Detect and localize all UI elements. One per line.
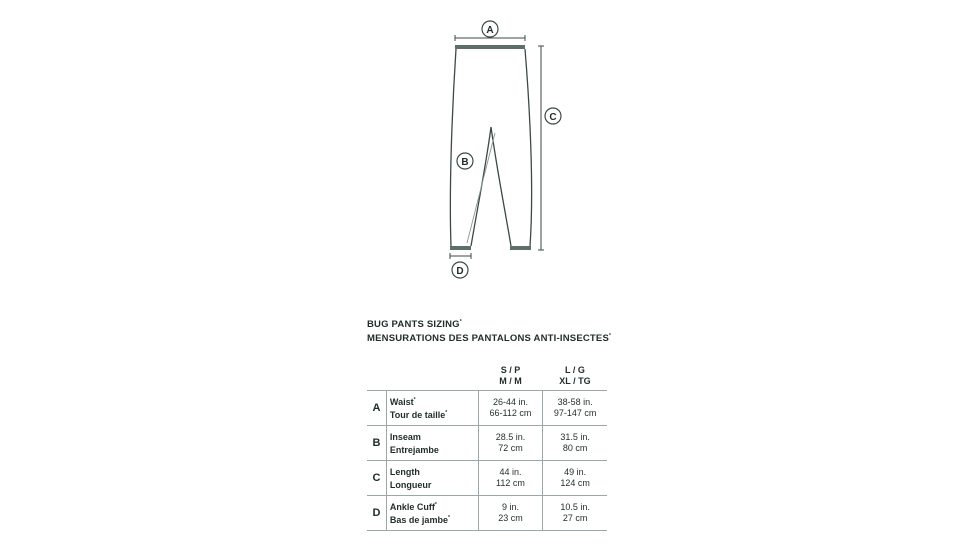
table-row — [367, 426, 607, 461]
title-french: MENSURATIONS DES PANTALONS ANTI-INSECTES* — [367, 333, 612, 345]
label-c: C — [549, 112, 557, 123]
table-row — [367, 461, 607, 496]
value-sp: 44 in. 112 cm — [478, 461, 543, 496]
row-letter: C — [367, 461, 386, 496]
waistband — [455, 45, 525, 49]
value-sp: 26-44 in. 66-112 cm — [478, 391, 543, 426]
row-letter: B — [367, 426, 386, 461]
value-lg: 38-58 in. 97-147 cm — [543, 391, 607, 426]
label-b: B — [461, 157, 469, 168]
value-lg: 49 in. 124 cm — [543, 461, 607, 496]
label-d: D — [456, 266, 464, 277]
row-label: Ankle Cuff* Bas de jambe* — [386, 496, 478, 531]
row-label: Waist* Tour de taille* — [386, 391, 478, 426]
table-header-row — [367, 362, 607, 391]
left-ankle-cuff — [450, 246, 471, 250]
column-header-lg: L / G XL / TG — [559, 365, 591, 386]
row-letter: A — [367, 391, 386, 426]
column-header-sp: S / P M / M — [499, 365, 522, 386]
table-row — [367, 391, 607, 426]
value-sp: 28.5 in. 72 cm — [478, 426, 543, 461]
row-letter: D — [367, 496, 386, 531]
inseam-dimension-line — [467, 133, 495, 243]
row-label: Length Longueur — [386, 461, 478, 496]
value-lg: 10.5 in. 27 cm — [543, 496, 607, 531]
value-lg: 31.5 in. 80 cm — [543, 426, 607, 461]
right-ankle-cuff — [510, 246, 531, 250]
label-a: A — [486, 25, 494, 36]
title-english: BUG PANTS SIZING* — [367, 319, 462, 331]
table-row — [367, 496, 607, 531]
size-table — [367, 362, 607, 531]
value-sp: 9 in. 23 cm — [478, 496, 543, 531]
row-label: Inseam Entrejambe — [386, 426, 478, 461]
